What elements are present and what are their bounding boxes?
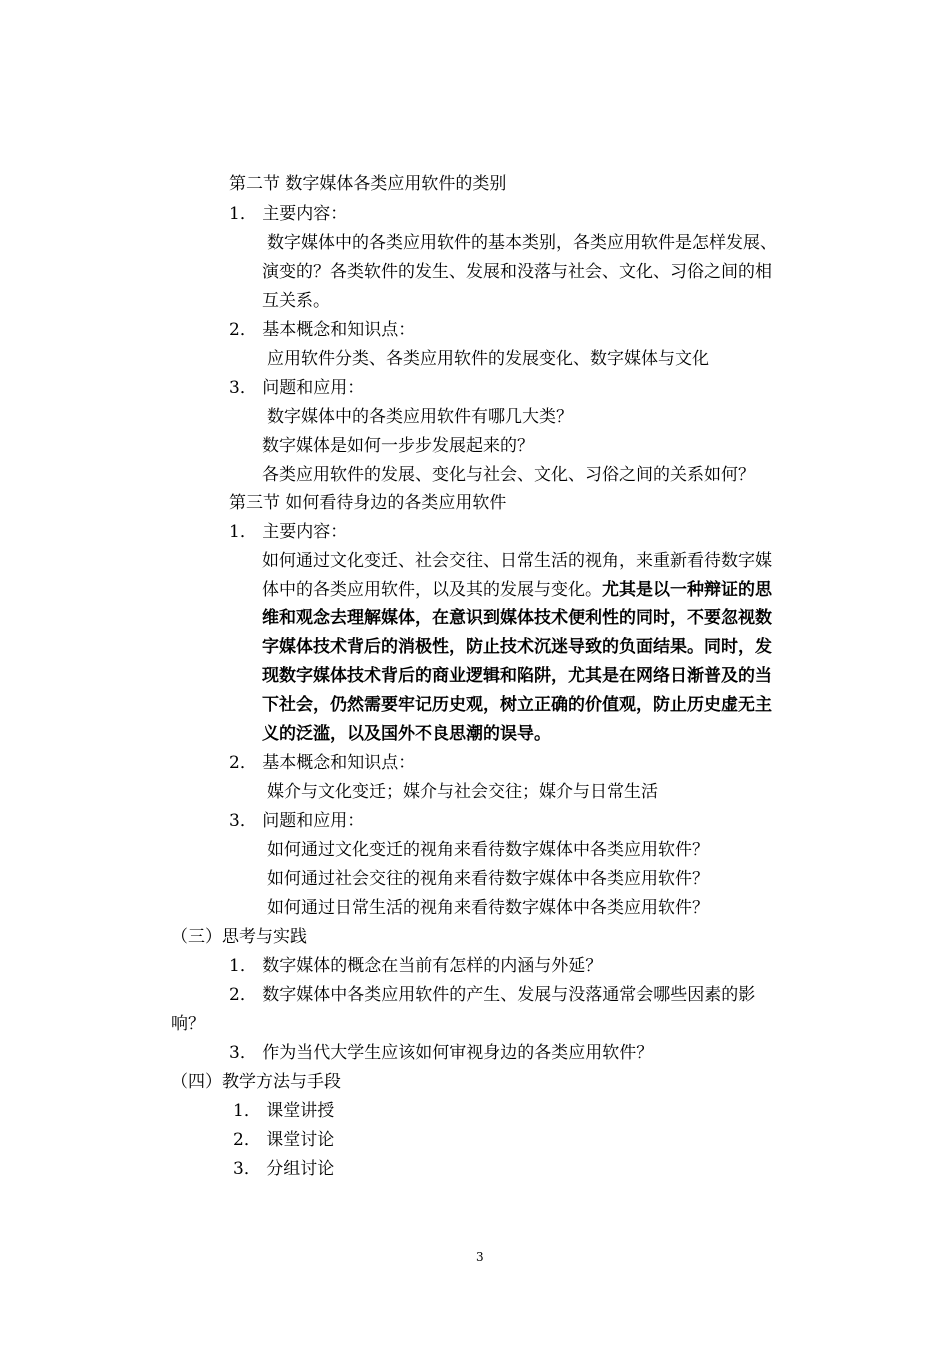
section2-item1-line: 数字媒体中的各类应用软件的基本类别，各类应用软件是怎样发展、: [267, 233, 777, 253]
normal-text: 体中的各类应用软件，以及其的发展与变化。: [262, 580, 602, 600]
section3-item3-line: 如何通过日常生活的视角来看待数字媒体中各类应用软件？: [267, 898, 709, 918]
part4-heading: （四）教学方法与手段: [171, 1072, 341, 1092]
section3-heading: 第三节 如何看待身边的各类应用软件: [229, 493, 507, 513]
page-number: 3: [476, 1250, 484, 1264]
section2-item3-label: 3． 问题和应用：: [229, 378, 365, 398]
bold-text: 尤其是以一种辩证的思: [602, 580, 772, 600]
part3-item: 3． 作为当代大学生应该如何审视身边的各类应用软件？: [229, 1043, 654, 1063]
section2-item3-line: 各类应用软件的发展、变化与社会、文化、习俗之间的关系如何？: [262, 465, 755, 485]
section3-item1-line-mixed: [262, 576, 772, 604]
section2-item2-text: 应用软件分类、各类应用软件的发展变化、数字媒体与文化: [267, 349, 709, 369]
section2-item1-label: 1． 主要内容：: [229, 204, 348, 224]
section3-item1-line: 如何通过文化变迁、社会交往、日常生活的视角，来重新看待数字媒: [262, 551, 772, 571]
section3-item2-label: 2． 基本概念和知识点：: [229, 753, 416, 773]
section3-item1-bold-line: 义的泛滥，以及国外不良思潮的误导。: [262, 724, 551, 744]
part4-item: 3． 分组讨论: [233, 1159, 335, 1179]
section2-item1-line: 互关系。: [262, 291, 330, 311]
part3-item: 1． 数字媒体的概念在当前有怎样的内涵与外延？: [229, 956, 603, 976]
part3-item: 2． 数字媒体中各类应用软件的产生、发展与没落通常会哪些因素的影: [229, 985, 756, 1005]
section3-item3-line: 如何通过社会交往的视角来看待数字媒体中各类应用软件？: [267, 869, 709, 889]
part3-heading: （三）思考与实践: [171, 927, 307, 947]
part3-item-continuation: 响？: [171, 1014, 205, 1034]
section3-item1-bold-line: 维和观念去理解媒体，在意识到媒体技术便利性的同时，不要忽视数: [262, 608, 772, 628]
section3-item1-label: 1． 主要内容：: [229, 522, 348, 542]
part4-item: 1． 课堂讲授: [233, 1101, 335, 1121]
section3-item3-label: 3． 问题和应用：: [229, 811, 365, 831]
section3-item1-bold-line: 现数字媒体技术背后的商业逻辑和陷阱，尤其是在网络日渐普及的当: [262, 666, 772, 686]
section2-item1-line: 演变的？各类软件的发生、发展和没落与社会、文化、习俗之间的相: [262, 262, 772, 282]
section3-item3-line: 如何通过文化变迁的视角来看待数字媒体中各类应用软件？: [267, 840, 709, 860]
section3-item1-bold-line: 字媒体技术背后的消极性，防止技术沉迷导致的负面结果。同时，发: [262, 637, 772, 657]
section3-item1-bold-line: 下社会，仍然需要牢记历史观，树立正确的价值观，防止历史虚无主: [262, 695, 772, 715]
section2-item3-line: 数字媒体中的各类应用软件有哪几大类？: [267, 407, 573, 427]
section2-item2-label: 2． 基本概念和知识点：: [229, 320, 416, 340]
part4-item: 2． 课堂讨论: [233, 1130, 335, 1150]
section2-item3-line: 数字媒体是如何一步步发展起来的？: [262, 436, 534, 456]
section2-heading: 第二节 数字媒体各类应用软件的类别: [229, 174, 507, 194]
section3-item2-text: 媒介与文化变迁；媒介与社会交往；媒介与日常生活: [267, 782, 658, 802]
